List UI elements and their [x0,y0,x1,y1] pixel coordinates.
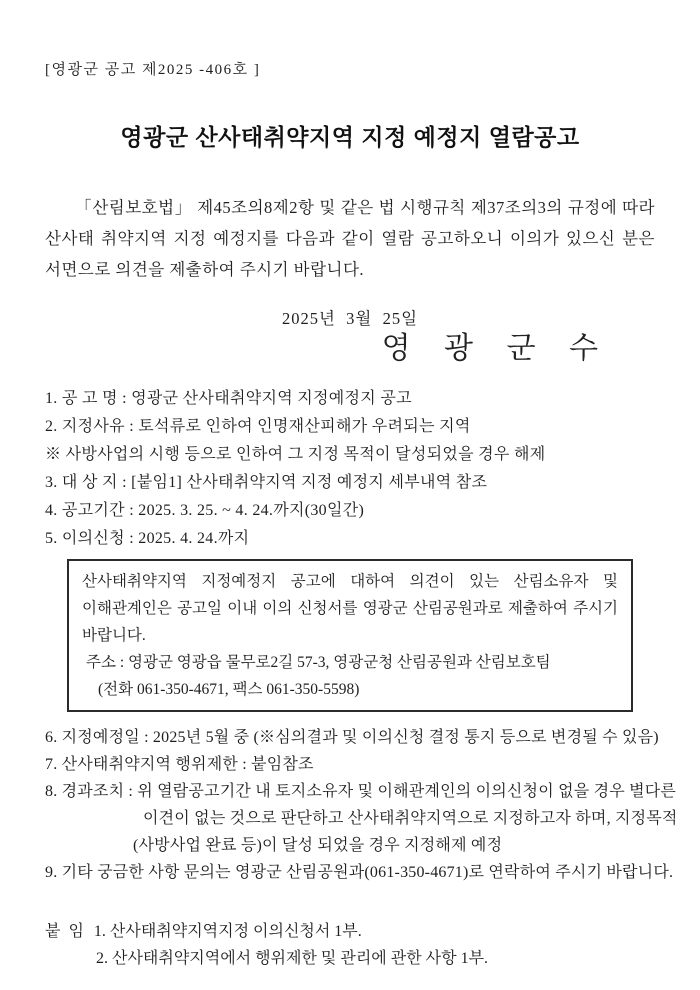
notice-item-3: 3. 대 상 지 : [붙임1] 산사태취약지역 지정 예정지 세부내역 참조 [45,474,488,491]
notice-box-body: 산사태취약지역 지정예정지 공고에 대하여 의견이 있는 산림소유자 및 이해관계인은 공고일 이내 이의 신청서를 영광군 산림공원과로 제출하여 주시기 바랍니다. [82,573,618,644]
notice-item-8-cont-2: (사방사업 완료 등)이 달성 되었을 경우 지정해제 예정 [133,837,503,854]
intro-paragraph: 「산림보호법」 제45조의8제2항 및 같은 법 시행규칙 제37조의3의 규정에 따라 산사태 취약지역 지정 예정지를 다음과 같이 열람 공고하오니 이의가 있으신 분은 서면으로 의견을 제출하여 주시기 바랍니다. [45,198,655,279]
issuer-signature: 영 광 군 수 [381,332,611,365]
attachment-line-2: 2. 산사태취약지역에서 행위제한 및 관리에 관한 사항 1부. [96,950,489,967]
objection-notice-box [67,559,633,712]
notice-item-7: 7. 산사태취약지역 행위제한 : 붙임참조 [45,756,314,773]
doc-number: [영광군 공고 제2025 -406호 ] [45,62,261,78]
notice-items-top [45,385,655,553]
notice-items-bottom [45,724,678,886]
page-title: 영광군 산사태취약지역 지정 예정지 열람공고 [120,124,580,150]
notice-item-8: 8. 경과조치 : 위 열람공고기간 내 토지소유자 및 이해관계인의 이의신청이 없을 경우 별다른 [45,783,677,800]
attachments-section [45,918,655,972]
notice-date: 2025년 3월 25일 [281,309,419,328]
notice-item-4: 4. 공고기간 : 2025. 3. 25. ~ 4. 24.까지(30일간) [45,502,365,519]
notice-box-phone: (전화 061-350-4671, 팩스 061-350-5598) [98,681,360,698]
notice-item-1: 1. 공 고 명 : 영광군 산사태취약지역 지정예정지 공고 [45,390,412,407]
notice-item-8-cont-1: 이견이 없는 것으로 판단하고 산사태취약지역으로 지정하고자 하며, 지정목적 [143,810,678,827]
attachment-1-text: 1. 산사태취약지역지정 이의신청서 1부. [93,923,362,940]
notice-item-2-note: ※ 사방사업의 시행 등으로 인하여 그 지정 목적이 달성되었을 경우 해제 [45,446,546,463]
notice-item-2: 2. 지정사유 : 토석류로 인하여 인명재산피해가 우려되는 지역 [45,418,471,435]
attachment-line-1 [45,918,655,945]
notice-item-5: 5. 이의신청 : 2025. 4. 24.까지 [45,530,250,547]
attachment-label: 붙 임 [45,923,86,940]
notice-box-address: 주소 : 영광군 영광읍 물무로2길 57-3, 영광군청 산림공원과 산림보호팀 [86,654,551,671]
notice-item-6: 6. 지정예정일 : 2025년 5월 중 (※심의결과 및 이의신청 결정 통지 등으로 변경될 수 있음) [45,729,659,746]
notice-item-9: 9. 기타 궁금한 사항 문의는 영광군 산림공원과(061-350-4671)로 연락하여 주시기 바랍니다. [45,864,674,881]
